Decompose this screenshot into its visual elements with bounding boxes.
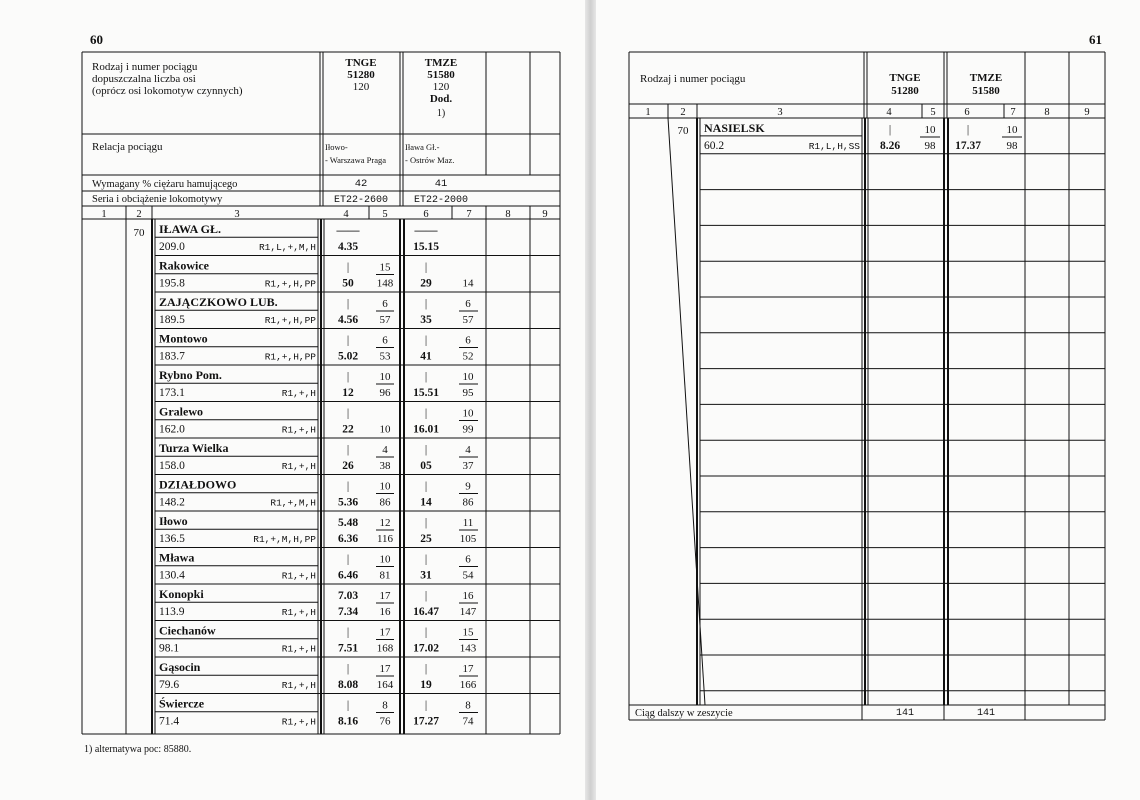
train1-run-minutes: 17: [379, 590, 391, 602]
train1-arrival: |: [346, 699, 350, 712]
train1-run-minutes: 12: [379, 517, 391, 529]
station-codes: R1,+,H,PP: [264, 351, 316, 363]
column-number: 2: [136, 209, 142, 220]
train2-run-minutes: 8: [465, 699, 471, 712]
train2-arrival: |: [424, 298, 428, 310]
train-note: 1): [436, 108, 446, 119]
station-name: NASIELSK: [704, 121, 765, 135]
train1-time: 7.51: [337, 642, 359, 655]
station-codes: R1,+,H: [281, 388, 316, 399]
column-number: 4: [343, 209, 349, 220]
station-km: 183.7: [159, 350, 185, 363]
column-number: 7: [1010, 107, 1016, 118]
station-codes: R1,+,H: [281, 570, 316, 582]
train1-time: 5.02: [337, 350, 359, 363]
train1-run-time: 148: [376, 277, 394, 290]
train1-time: 7.34: [337, 606, 359, 618]
train2-run-minutes: 15: [462, 626, 474, 639]
station-name: Gąsocin: [159, 660, 201, 674]
train2-run-minutes: 10: [462, 407, 474, 420]
station-codes: R1,+,H: [281, 461, 316, 472]
train2-time: 05: [420, 460, 432, 472]
train1-run-time: 116: [376, 533, 394, 545]
continuation-value: 141: [976, 708, 996, 719]
station-codes: R1,+,H: [281, 716, 316, 728]
train2-time: 31: [420, 569, 432, 582]
train2-run-time: 86: [462, 496, 474, 509]
train2-time: 14: [420, 496, 432, 509]
train1-time: 8.08: [337, 679, 359, 691]
train1-time: 6.36: [337, 533, 359, 545]
train1-run-time: 57: [379, 314, 391, 326]
train2-arrival: |: [424, 517, 428, 529]
station-km: 195.8: [159, 277, 185, 290]
column-number: 7: [466, 209, 472, 220]
train1-run-time: 10: [379, 423, 391, 436]
train2-arrival: |: [424, 553, 428, 566]
train2-run-minutes: 11: [462, 517, 474, 529]
line-number: 70: [133, 227, 145, 239]
brake-label: Wymagany % ciężaru hamującego: [92, 179, 238, 190]
train1-run-time: 53: [379, 350, 391, 363]
continuation-label: Ciąg dalszy w zeszycie: [635, 708, 733, 719]
train2-arrival: |: [424, 261, 428, 274]
relation-line: Iłowo-: [325, 142, 348, 152]
train-axles: 120: [432, 81, 450, 93]
station-km: 189.5: [159, 314, 185, 326]
station-km: 79.6: [159, 679, 180, 691]
station-codes: R1,+,M,H: [270, 497, 316, 509]
train1-time: 8.16: [337, 715, 359, 728]
train1-run-minutes: 8: [382, 699, 388, 712]
train-type: TNGE: [889, 72, 921, 84]
column-number: 1: [101, 209, 107, 220]
train1-arrival: |: [346, 298, 350, 310]
station-name: Konopki: [159, 587, 204, 601]
train1-run-minutes: 10: [379, 480, 391, 493]
station-codes: R1,+,M,H,PP: [253, 534, 316, 545]
station-codes: R1,+,H: [281, 680, 316, 691]
station-km: 136.5: [159, 533, 185, 545]
train1-arrival: |: [346, 663, 350, 675]
station-name: IŁAWA GŁ.: [159, 222, 222, 236]
column-number: 8: [505, 209, 511, 220]
station-name: Rybno Pom.: [159, 368, 222, 382]
train2-arrival: |: [424, 626, 428, 639]
station-name: Świercze: [159, 696, 205, 711]
column-number: 2: [680, 107, 686, 118]
train2-run-time: 98: [1006, 140, 1018, 152]
train2-arrival: |: [424, 590, 428, 602]
column-number: 8: [1044, 107, 1050, 118]
train2-run-time: 99: [462, 423, 474, 436]
train2-run-minutes: 10: [1006, 124, 1018, 136]
station-km: 71.4: [159, 715, 180, 728]
station-codes: R1,+,H: [281, 607, 316, 618]
header-label-line: Rodzaj i numer pociągu: [92, 61, 198, 73]
train1-time: 22: [342, 423, 354, 436]
train1-run-time: 98: [924, 140, 936, 152]
train2-run-time: 105: [459, 533, 477, 545]
column-number: 5: [382, 209, 388, 220]
train1-run-minutes: 17: [379, 626, 391, 639]
train1-arrival: |: [346, 553, 350, 566]
train2-arrival: |: [424, 371, 428, 383]
train1-arrival: |: [346, 371, 350, 383]
train1-arrival: |: [346, 261, 350, 274]
train-number: 51580: [972, 85, 1000, 97]
train2-time: 19: [420, 679, 432, 691]
train2-time: 16.01: [413, 423, 439, 436]
train2-run-time: 54: [462, 569, 474, 582]
station-name: DZIAŁDOWO: [159, 477, 237, 492]
train2-run-time: 57: [462, 314, 474, 326]
train-type: TMZE: [969, 72, 1003, 84]
header-label: Rodzaj i numer pociągu: [640, 73, 746, 85]
train2-run-time: 37: [462, 460, 474, 472]
station-name: Ciechanów: [159, 623, 216, 638]
station-km: 158.0: [159, 460, 185, 472]
station-name: Turza Wielka: [159, 441, 229, 455]
train2-time: 15.51: [413, 387, 439, 399]
train2-time: 16.47: [413, 606, 439, 618]
train1-run-time: 168: [376, 642, 394, 655]
left-page-number: 60: [90, 32, 103, 47]
loco-value: ET22-2600: [333, 195, 389, 206]
station-name: ZAJĄCZKOWO LUB.: [159, 295, 278, 309]
train-number: 51580: [427, 69, 455, 81]
train2-run-time: 143: [459, 642, 477, 655]
column-number: 3: [234, 209, 240, 220]
train2-arrival: |: [424, 663, 428, 675]
train1-arrival: |: [888, 124, 892, 136]
relation-line: - Ostrów Maz.: [405, 155, 455, 165]
train2-run-time: 95: [462, 387, 474, 399]
train1-run-minutes: 10: [379, 371, 391, 383]
station-codes: R1,L,H,SS: [808, 141, 860, 152]
station-codes: R1,+,H: [281, 643, 316, 655]
station-name: Gralewo: [159, 404, 203, 419]
column-number: 1: [645, 107, 651, 118]
station-km: 173.1: [159, 387, 185, 399]
train1-run-minutes: 17: [379, 663, 391, 675]
header-label-line: (oprócz osi lokomotyw czynnych): [92, 85, 243, 97]
brake-value: 41: [434, 178, 448, 190]
train1-run-minutes: 6: [382, 334, 388, 347]
train1-time: 4.35: [337, 241, 359, 253]
train1-run-minutes: 10: [379, 553, 391, 566]
train2-run-minutes: 16: [462, 590, 474, 602]
train1-time: 8.26: [879, 140, 901, 152]
train2-run-minutes: 6: [465, 553, 471, 566]
train2-run-minutes: 6: [465, 334, 471, 347]
train1-run-time: 96: [379, 387, 391, 399]
train1-run-minutes: 15: [379, 261, 391, 274]
train2-run-minutes: 6: [465, 298, 471, 310]
column-number: 4: [886, 107, 892, 118]
column-number: 9: [542, 209, 548, 220]
station-name: Iłowo: [159, 514, 188, 528]
train2-arrival: ——: [414, 225, 438, 237]
train2-arrival: |: [424, 480, 428, 493]
station-km: 98.1: [159, 642, 180, 655]
train1-arrival: ——: [336, 225, 360, 237]
brake-value: 42: [354, 178, 368, 190]
train1-arrival: |: [346, 626, 350, 639]
line-number: 70: [677, 125, 689, 137]
rule-line: [668, 118, 705, 705]
train1-time: 26: [342, 460, 354, 472]
loco-value: ET22-2000: [413, 195, 469, 206]
train2-arrival: |: [424, 334, 428, 347]
train2-time: 17.02: [413, 642, 439, 655]
train-type: TNGE: [345, 57, 377, 69]
column-number: 9: [1084, 107, 1090, 118]
train-axles: 120: [352, 81, 370, 93]
column-number: 5: [930, 107, 936, 118]
footnote: 1) alternatywa poc: 85880.: [84, 744, 192, 755]
station-name: Rakowice: [159, 258, 209, 273]
relation-line: - Warszawa Praga: [325, 155, 386, 165]
train1-time: 5.36: [337, 496, 359, 509]
train1-time: 50: [342, 277, 354, 290]
station-km: 113.9: [159, 606, 185, 618]
train1-run-time: 81: [379, 569, 391, 582]
train1-run-time: 76: [379, 715, 391, 728]
train2-arrival: |: [966, 124, 970, 136]
train1-arrival: |: [346, 334, 350, 347]
relation-line: Iława Gł.-: [405, 142, 440, 152]
right-page-number: 61: [1089, 32, 1102, 47]
column-number: 3: [777, 107, 783, 118]
station-km: 162.0: [159, 423, 185, 436]
train1-run-time: 86: [379, 496, 391, 509]
train1-run-time: 38: [379, 460, 391, 472]
train2-run-time: 52: [462, 350, 474, 363]
relation-label: Relacja pociągu: [92, 141, 163, 153]
train2-time: 17.37: [955, 140, 981, 152]
station-codes: R1,+,H: [281, 424, 316, 436]
train2-run-time: 74: [462, 715, 474, 728]
train2-run-minutes: 10: [462, 371, 474, 383]
loco-label: Seria i obciążenie lokomotywy: [92, 194, 223, 205]
train1-arrival: |: [346, 480, 350, 493]
station-name: Montowo: [159, 331, 208, 346]
train2-time: 35: [420, 314, 432, 326]
train2-time: 15.15: [413, 241, 439, 253]
train1-time: 6.46: [337, 569, 359, 582]
train2-time: 29: [420, 277, 432, 290]
train2-run-time: 147: [459, 606, 477, 618]
train-number: 51280: [347, 69, 375, 81]
train2-run-minutes: 9: [465, 480, 471, 493]
station-km: 60.2: [704, 140, 725, 152]
train1-arrival: |: [346, 407, 350, 420]
continuation-value: 141: [895, 708, 915, 719]
train-type: TMZE: [424, 57, 458, 69]
station-name: Mława: [159, 550, 195, 565]
train1-run-time: 164: [376, 679, 394, 691]
train2-run-time: 166: [459, 679, 477, 691]
train1-time: 12: [342, 387, 354, 399]
train-number: 51280: [891, 85, 919, 97]
station-km: 148.2: [159, 496, 185, 509]
train1-run-minutes: 10: [924, 124, 936, 136]
train2-time: 41: [420, 350, 432, 363]
train-extra: Dod.: [429, 93, 453, 105]
train1-run-minutes: 6: [382, 298, 388, 310]
train2-run-minutes: 17: [462, 663, 474, 675]
station-codes: R1,L,+,M,H: [258, 242, 316, 253]
train1-time: 4.56: [337, 314, 359, 326]
train2-run-time: 14: [462, 277, 474, 290]
train1-run-time: 16: [379, 606, 391, 618]
train2-time: 25: [420, 533, 432, 545]
station-codes: R1,+,H,PP: [264, 278, 316, 290]
train2-time: 17.27: [413, 715, 439, 728]
train1-run-minutes: 4: [382, 444, 388, 456]
column-number: 6: [423, 209, 429, 220]
column-number: 6: [964, 107, 970, 118]
train2-arrival: |: [424, 407, 428, 420]
train1-arrival: |: [346, 444, 350, 456]
station-km: 130.4: [159, 569, 185, 582]
station-codes: R1,+,H,PP: [264, 315, 316, 326]
train2-arrival: |: [424, 444, 428, 456]
header-label-line: dopuszczalna liczba osi: [92, 73, 196, 85]
station-km: 209.0: [159, 241, 185, 253]
train2-run-minutes: 4: [465, 444, 471, 456]
train1-arrival: 5.48: [337, 517, 359, 529]
train2-arrival: |: [424, 699, 428, 712]
train1-arrival: 7.03: [337, 590, 359, 602]
